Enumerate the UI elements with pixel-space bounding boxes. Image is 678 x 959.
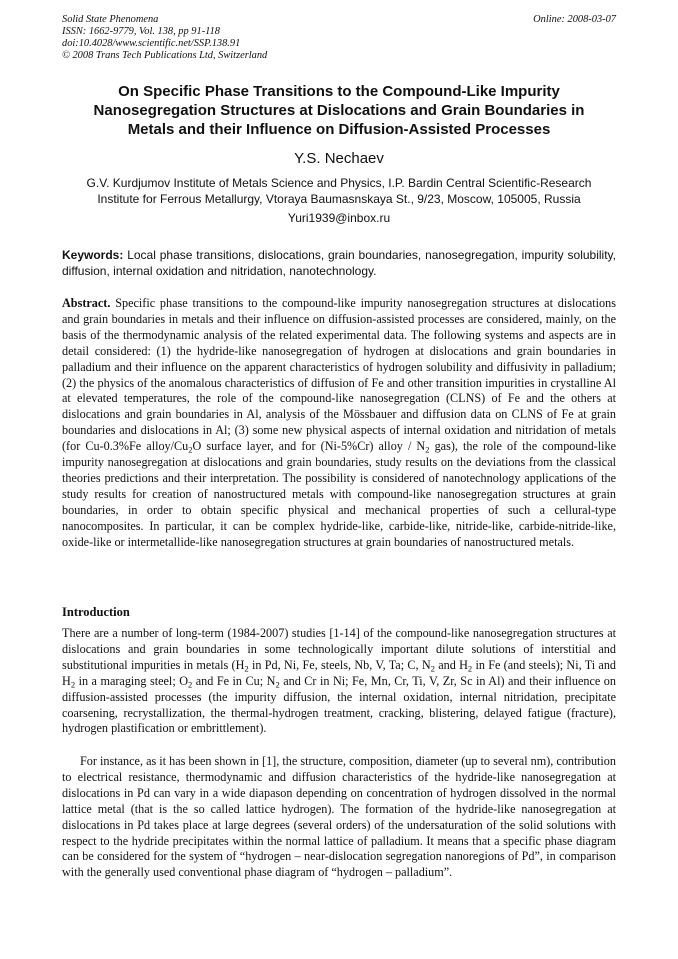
- online-date: Online: 2008-03-07: [533, 14, 616, 25]
- subscript: 2: [275, 679, 280, 690]
- subscript: 2: [188, 444, 193, 455]
- subscript: 2: [244, 663, 249, 674]
- abstract-label: Abstract.: [62, 296, 111, 310]
- text-run: and Fe in Cu; N: [192, 673, 276, 688]
- introduction-paragraph-2: For instance, as it has been shown in [1], the structure, composition, diameter (up to several nm), contribution to electrical resistance, thermodynamic and diffusion characteristics of the hydride-like nanosegregation at dislocations in Pd can vary in a wide diapason depending on concentration of hydrogen dissolved in the normal lattice metal (that is the so called lattice hydrogen). The formation of the hydride-like nanosegregation at dislocations in Pd takes place at large degrees (several orders) of the undersaturation of the solid solutions with respect to the hydride precipitates within the normal lattice of palladium. It means that a specific phase diagram can be considered for the system of “hydrogen – near-dislocation segregation nanoregions of Pd”, in comparison with the generally used conventional phase diagram of “hydrogen – palladium”.: [62, 754, 616, 880]
- abstract-text-3: gas), the role of the compound-like impurity nanosegregation at dislocations and grain boundaries, study results on the deviations from the classical theories predictions and their interpretation. The possibility is considered of nanotechnology applications of the study results for creation of nanostructured metals with compound-like nanosegregation structures at grain boundaries, in order to obtain specific physical and mechanical properties of such a cellural-type nanocomposites. In particular, it can be complex hydride-like, carbide-like, nitride-like, carbide-nitride-like, oxide-like or intermetallide-like nanosegregation structures at grain boundaries of nanostructured metals.: [62, 439, 616, 549]
- introduction-heading: Introduction: [62, 605, 130, 619]
- text-run: and Cr in Ni; Fe, Mn, Cr, Ti, V, Zr, Sc in Al) and their influence on diffusion-assisted processes (the impurity diffusion, the internal oxidation, internal nitridation, precipitate coarsening, recrystallization, the thermal-hydrogen treatment, cracking, blistering, delayed fatigue (fracture), hydrogen plastification or embrittlement).: [62, 673, 616, 736]
- title-line-3: Metals and their Influence on Diffusion-Assisted Processes: [127, 121, 551, 138]
- abstract-section: [62, 296, 616, 551]
- journal-name: Solid State Phenomena: [62, 14, 159, 25]
- issn-line: ISSN: 1662-9779, Vol. 138, pp 91-118: [62, 26, 220, 37]
- affiliation: [62, 176, 616, 207]
- text-run: and H: [434, 657, 468, 672]
- subscript: 2: [70, 679, 76, 690]
- title-line-1: On Specific Phase Transitions to the Compound-Like Impurity: [118, 83, 560, 100]
- subscript: 2: [467, 663, 473, 674]
- subscript: 2: [430, 663, 435, 674]
- journal-header: [62, 14, 616, 62]
- doi-line: doi:10.4028/www.scientific.net/SSP.138.91: [62, 38, 241, 49]
- keywords-label: Keywords:: [62, 248, 124, 262]
- affiliation-line-2: Institute for Ferrous Metallurgy, Vtoraya Baumasnskaya St., 9/23, Moscow, 105005, Russia: [97, 191, 581, 206]
- copyright-line: © 2008 Trans Tech Publications Ltd, Switzerland: [62, 50, 268, 61]
- affiliation-line-1: G.V. Kurdjumov Institute of Metals Science and Physics, I.P. Bardin Central Scientific-Research: [86, 176, 592, 190]
- title-line-2: Nanosegregation Structures at Dislocations and Grain Boundaries in: [93, 102, 585, 119]
- author-name: Y.S. Nechaev: [294, 150, 384, 167]
- text-run: in Pd, Ni, Fe, steels, Nb, V, Ta; C, N: [248, 657, 431, 672]
- subscript: 2: [188, 679, 193, 690]
- subscript: 2: [425, 444, 430, 455]
- text-run: There are a number of long-term (1984-2007) studies [1-14] of the compound-like nanosegregation structures at dislocations and grain boundaries in some technologically important dilute solutions of interstitial and substitutional impurities in metals (H: [62, 626, 616, 672]
- text-run: in Fe (and steels); Ni, Ti and H: [62, 657, 617, 688]
- abstract-text-1: Specific phase transitions to the compound-like impurity nanosegregation structures at dislocations and grain boundaries in metals and their influence on diffusion-assisted processes are considered, mainly, on the basis of the thermodynamic analysis of the related experimental data. The following systems and aspects are in detail considered: (1) the hydride-like nanosegregation of hydrogen at dislocations and grain boundaries in palladium and their influence on the apparent characteristics of hydrogen solubility and diffusivity in palladium; (2) the physics of the anomalous characteristics of diffusion of Fe and other transition impurities in crystalline Al at elevated temperatures, the role of the compound-like nanosegregation (CLNS) of Fe and the others at dislocations and grain boundaries in Al, analysis of the Mössbauer and diffusion data on CLNS of Fe at grain boundaries and dislocations in Al; (3) some new physical aspects of internal oxidation and nitridation of metals (for Cu-0.3%Fe alloy/Cu: [62, 296, 616, 454]
- author-email: Yuri1939@inbox.ru: [287, 211, 391, 225]
- keywords-text: Local phase transitions, dislocations, grain boundaries, nanosegregation, impurity solubility, diffusion, internal oxidation and nitridation, nanotechnology.: [62, 248, 616, 278]
- abstract-text-2: O surface layer, and for (Ni-5%Cr) alloy / N: [192, 439, 426, 454]
- paper-title: [62, 82, 616, 139]
- text-run: in a maraging steel; O: [75, 673, 188, 688]
- keywords-section: [62, 248, 616, 279]
- introduction-paragraph-1: [62, 626, 616, 737]
